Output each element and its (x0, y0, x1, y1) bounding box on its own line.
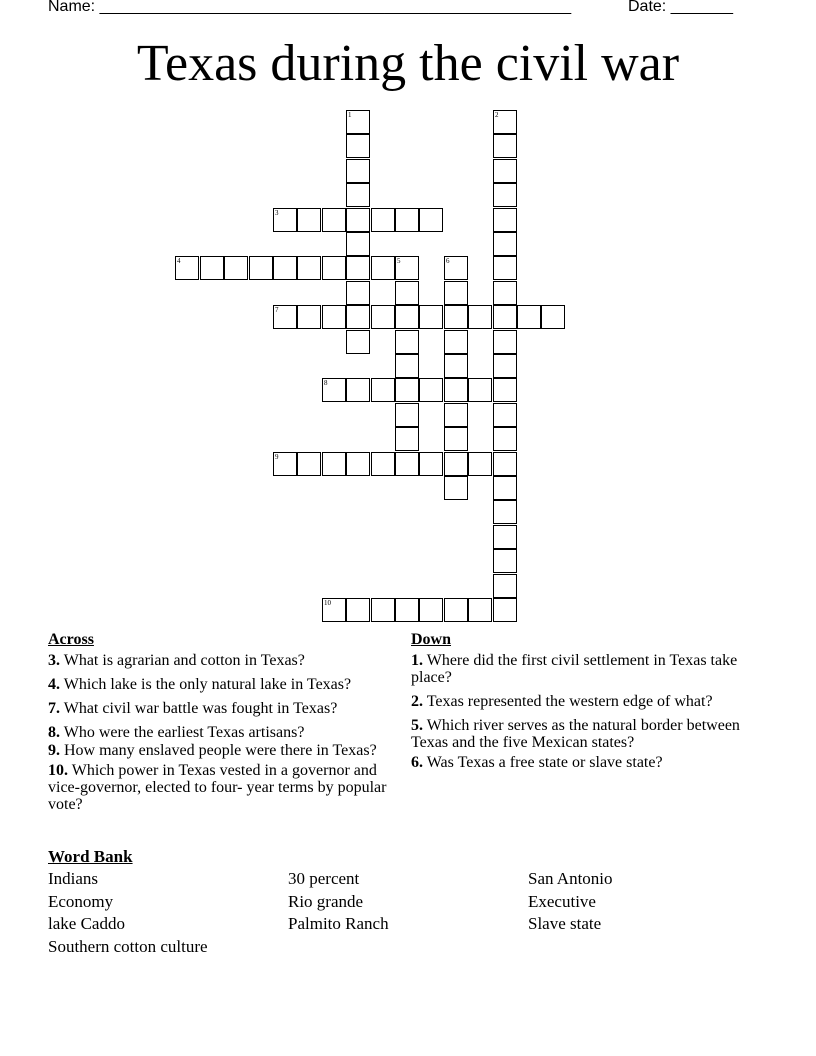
crossword-cell[interactable] (346, 281, 370, 305)
crossword-cell[interactable] (493, 354, 517, 378)
across-clue-10: 10. Which power in Texas vested in a governor and vice-governor, elected to four- year terms by popular vote? (48, 762, 387, 813)
crossword-cell[interactable] (322, 208, 346, 232)
crossword-cell[interactable] (346, 330, 370, 354)
word-bank-item: Executive (528, 892, 596, 911)
crossword-cell[interactable] (371, 452, 395, 476)
word-bank-item: Southern cotton culture (48, 937, 208, 956)
word-bank-item: Indians (48, 869, 99, 888)
word-bank-item: Economy (48, 892, 114, 911)
crossword-cell[interactable] (346, 598, 370, 622)
crossword-cell[interactable] (468, 305, 492, 329)
crossword-cell[interactable] (371, 208, 395, 232)
clue-number: 9 (275, 453, 279, 461)
word-bank-heading: Word Bank (48, 847, 133, 866)
crossword-cell[interactable] (541, 305, 565, 329)
across-clue-4: 4. Which lake is the only natural lake in Texas? (48, 676, 352, 693)
crossword-cell[interactable] (419, 598, 443, 622)
word-bank-item: Rio grande (288, 892, 364, 911)
crossword-cell[interactable] (493, 476, 517, 500)
crossword-cell[interactable] (395, 281, 419, 305)
crossword-cell[interactable] (273, 256, 297, 280)
crossword-cell[interactable] (493, 305, 517, 329)
crossword-cell[interactable] (444, 598, 468, 622)
across-clue-8: 8. Who were the earliest Texas artisans? (48, 724, 305, 741)
crossword-cell[interactable] (493, 232, 517, 256)
crossword-cell[interactable] (493, 183, 517, 207)
name-field-label: Name: _____________________________________________________ (48, 0, 572, 15)
crossword-cell[interactable] (371, 256, 395, 280)
crossword-cell[interactable] (346, 256, 370, 280)
crossword-cell[interactable] (493, 281, 517, 305)
down-clue-2: 2. Texas represented the western edge of what? (411, 693, 713, 710)
crossword-cell[interactable] (493, 330, 517, 354)
down-clue-5: 5. Which river serves as the natural border between Texas and the five Mexican states? (411, 717, 740, 751)
crossword-cell[interactable] (493, 159, 517, 183)
crossword-cell[interactable] (493, 598, 517, 622)
crossword-cell[interactable] (395, 427, 419, 451)
down-clues (411, 631, 756, 778)
crossword-cell[interactable] (322, 256, 346, 280)
clue-number: 3 (275, 209, 279, 217)
crossword-cell[interactable] (419, 452, 443, 476)
date-field-label: Date: _______ (628, 0, 733, 15)
clue-number: 7 (275, 306, 279, 314)
crossword-cell[interactable] (493, 452, 517, 476)
crossword-cell[interactable] (346, 159, 370, 183)
crossword-cell[interactable] (395, 598, 419, 622)
crossword-cell[interactable] (444, 476, 468, 500)
crossword-cell[interactable] (297, 208, 321, 232)
crossword-cell[interactable] (444, 378, 468, 402)
crossword-cell[interactable] (371, 305, 395, 329)
crossword-cell[interactable] (395, 208, 419, 232)
crossword-cell[interactable] (493, 525, 517, 549)
crossword-cell[interactable] (444, 281, 468, 305)
clue-number: 5 (397, 257, 401, 265)
crossword-cell[interactable] (249, 256, 273, 280)
word-bank-item: San Antonio (528, 869, 613, 888)
crossword-cell[interactable] (322, 598, 346, 622)
across-clue-3: 3. What is agrarian and cotton in Texas? (48, 652, 305, 669)
crossword-cell[interactable] (493, 500, 517, 524)
crossword-cell[interactable] (175, 256, 199, 280)
crossword-cell[interactable] (493, 110, 517, 134)
crossword-cell[interactable] (297, 305, 321, 329)
crossword-cell[interactable] (493, 134, 517, 158)
crossword-cell[interactable] (322, 378, 346, 402)
crossword-cell[interactable] (200, 256, 224, 280)
word-bank-item: 30 percent (288, 869, 360, 888)
crossword-cell[interactable] (395, 378, 419, 402)
down-heading: Down (411, 631, 452, 648)
crossword-cell[interactable] (395, 452, 419, 476)
crossword-cell[interactable] (224, 256, 248, 280)
crossword-cell[interactable] (346, 305, 370, 329)
word-bank-item: lake Caddo (48, 914, 125, 933)
crossword-cell[interactable] (493, 256, 517, 280)
crossword-cell[interactable] (444, 330, 468, 354)
crossword-cell[interactable] (346, 378, 370, 402)
crossword-cell[interactable] (297, 452, 321, 476)
crossword-cell[interactable] (517, 305, 541, 329)
crossword-cell[interactable] (273, 452, 297, 476)
word-bank-item: Slave state (528, 914, 602, 933)
clue-number: 8 (324, 379, 328, 387)
crossword-cell[interactable] (444, 256, 468, 280)
crossword-cell[interactable] (346, 452, 370, 476)
crossword-cell[interactable] (493, 403, 517, 427)
crossword-cell[interactable] (419, 208, 443, 232)
crossword-cell[interactable] (444, 452, 468, 476)
clue-number: 6 (446, 257, 450, 265)
word-bank-item: Palmito Ranch (288, 914, 389, 933)
crossword-cell[interactable] (468, 598, 492, 622)
across-heading: Across (48, 631, 94, 648)
down-clue-6: 6. Was Texas a free state or slave state? (411, 754, 663, 771)
crossword-cell[interactable] (395, 256, 419, 280)
crossword-cell[interactable] (346, 208, 370, 232)
crossword-cell[interactable] (322, 452, 346, 476)
crossword-cell[interactable] (273, 305, 297, 329)
crossword-cell[interactable] (493, 574, 517, 598)
crossword-cell[interactable] (493, 378, 517, 402)
clue-number: 1 (348, 111, 352, 119)
crossword-cell[interactable] (395, 354, 419, 378)
clue-number: 4 (177, 257, 181, 265)
crossword-cell[interactable] (444, 354, 468, 378)
clue-number: 2 (495, 111, 499, 119)
across-clue-7: 7. What civil war battle was fought in Texas? (48, 700, 338, 717)
down-clue-1: 1. Where did the first civil settlement in Texas take place? (411, 652, 738, 686)
crossword-cell[interactable] (395, 305, 419, 329)
crossword-cell[interactable] (468, 378, 492, 402)
crossword-cell[interactable] (371, 378, 395, 402)
crossword-cell[interactable] (371, 598, 395, 622)
crossword-cell[interactable] (493, 208, 517, 232)
crossword-cell[interactable] (444, 427, 468, 451)
crossword-cell[interactable] (493, 427, 517, 451)
crossword-cell[interactable] (395, 403, 419, 427)
worksheet-title: Texas during the civil war (136, 35, 680, 92)
crossword-cell[interactable] (444, 305, 468, 329)
across-clue-9: 9. How many enslaved people were there in Texas? (48, 742, 377, 759)
crossword-cell[interactable] (419, 305, 443, 329)
crossword-cell[interactable] (419, 378, 443, 402)
crossword-cell[interactable] (346, 232, 370, 256)
across-clues (48, 631, 398, 820)
crossword-cell[interactable] (468, 452, 492, 476)
crossword-cell[interactable] (297, 256, 321, 280)
clue-number: 10 (324, 599, 331, 607)
crossword-cell[interactable] (346, 110, 370, 134)
crossword-cell[interactable] (346, 183, 370, 207)
crossword-cell[interactable] (493, 549, 517, 573)
crossword-cell[interactable] (444, 403, 468, 427)
crossword-cell[interactable] (395, 330, 419, 354)
crossword-cell[interactable] (322, 305, 346, 329)
crossword-cell[interactable] (346, 134, 370, 158)
crossword-cell[interactable] (273, 208, 297, 232)
